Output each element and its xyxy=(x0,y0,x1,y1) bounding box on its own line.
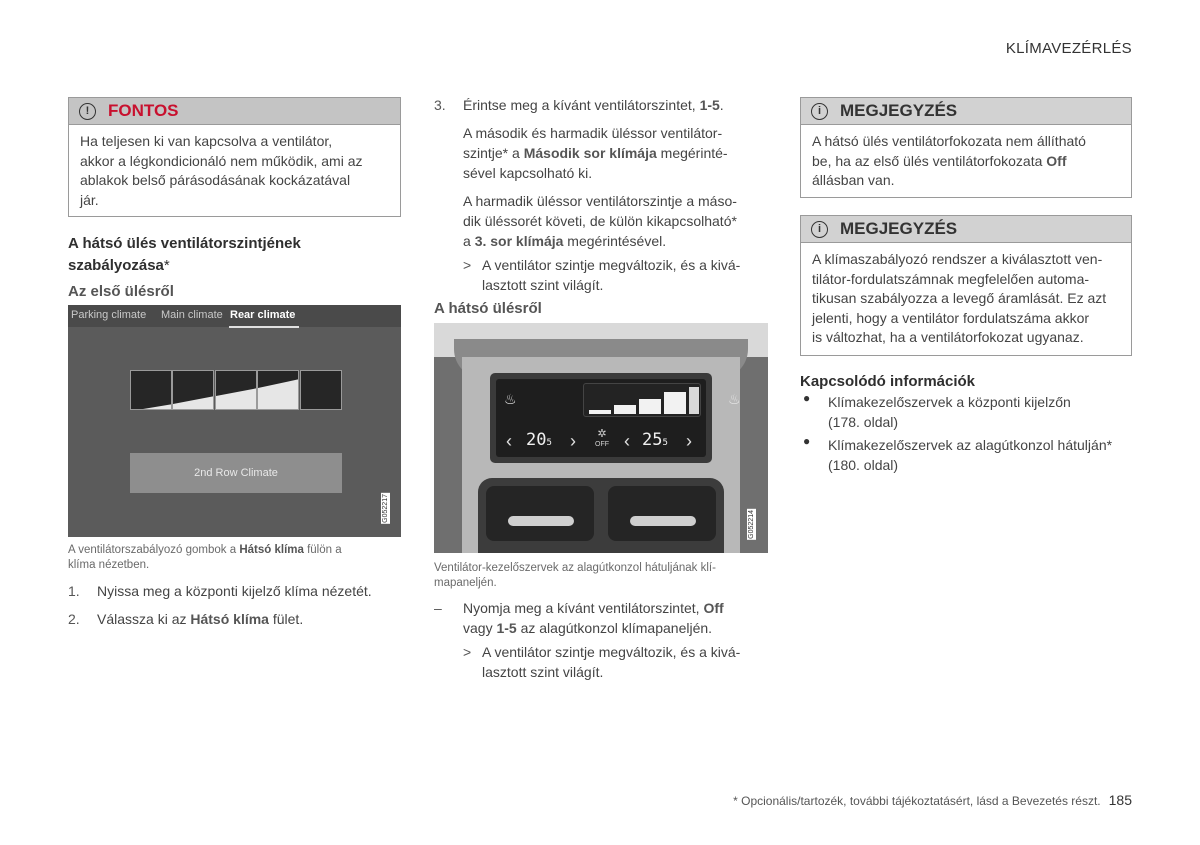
footnote: * Opcionális/tartozék, további tájékoztatásért, lásd a Bevezetés részt. xyxy=(733,794,1101,808)
result-text-2: A ventilátor szintje megváltozik, és a kivá- lasztott szint világít. xyxy=(482,644,741,680)
section-title: KLÍMAVEZÉRLÉS xyxy=(1005,40,1132,57)
vent-slider-right[interactable] xyxy=(630,516,696,526)
step-1-text: Nyissa meg a központi kijelző klíma nézetét. xyxy=(97,583,372,599)
step-3-text: Érintse meg a kívánt ventilátorszintet, 1-5. xyxy=(463,97,724,113)
note-text: A klímaszabályozó rendszer a kiválasztott ven- tilátor-fordulatszámnak megfelelően automa- tikusan szabályozza a levegő áramlását. Ez azt jelenti, hogy a ventilátor fordulatszáma akkor is változhat, ha a ventilátorfokozat ugyanaz. xyxy=(812,251,1107,345)
warning-box xyxy=(68,97,401,217)
note-header: i MEGJEGYZÉS xyxy=(801,216,1131,243)
related-link-2[interactable]: Klímakezelőszervek az alagútkonzol hátulján* (180. oldal) xyxy=(828,437,1113,473)
warning-text: Ha teljesen ki van kapcsolva a ventilátor, akkor a légkondicionáló nem működik, ami az ablakok belső párásodásának kockázatával jár. xyxy=(80,133,363,208)
step-2-text: Válassza ki az Hátsó klíma fület. xyxy=(97,611,304,627)
left-temperature: 205 xyxy=(526,430,552,450)
rear-console-figure xyxy=(434,323,768,553)
step-number: 1. xyxy=(68,583,80,599)
exclamation-icon: ! xyxy=(79,103,96,120)
note-box-2 xyxy=(800,215,1132,356)
fan-level-2[interactable] xyxy=(172,370,214,410)
figure-id: G052214 xyxy=(748,510,755,539)
fan-level-1[interactable] xyxy=(130,370,172,410)
note-header: i MEGJEGYZÉS xyxy=(801,98,1131,125)
page-footer xyxy=(733,792,1132,808)
seat-heat-left-icon[interactable]: ♨ xyxy=(504,391,517,407)
paragraph-second-row: A második és harmadik üléssor ventilátor- szintje* a Második sor klímája megérinté- sével kapcsolható ki. xyxy=(463,125,728,181)
fan-display xyxy=(583,383,701,417)
bullet: ● xyxy=(803,434,811,448)
related-link-1[interactable]: Klímakezelőszervek a központi kijelzőn (178. oldal) xyxy=(828,394,1071,430)
figure-caption-1: A ventilátorszabályozó gombok a Hátsó klíma fülön a klíma nézetben. xyxy=(68,544,342,571)
info-icon: i xyxy=(811,103,828,120)
step-number: 2. xyxy=(68,611,80,627)
air-vents xyxy=(478,478,724,553)
front-seat-subheading: Az első ülésről xyxy=(68,283,174,300)
figure-id: G052217 xyxy=(382,494,389,523)
climate-tabs xyxy=(68,305,401,327)
page-number: 185 xyxy=(1108,792,1132,808)
warning-header xyxy=(69,98,400,125)
note-box-1 xyxy=(800,97,1132,198)
note-text: A hátsó ülés ventilátorfokozata nem állítható be, ha az első ülés ventilátorfokozata Off állásban van. xyxy=(812,133,1086,188)
bullet: ● xyxy=(803,391,811,405)
result-marker: > xyxy=(463,257,472,273)
fan-off-button[interactable]: ✲ OFF xyxy=(595,428,609,448)
dash-marker: – xyxy=(434,600,442,616)
fan-level-5[interactable] xyxy=(300,370,342,410)
tab-parking-climate[interactable]: Parking climate xyxy=(71,309,147,321)
right-temperature: 255 xyxy=(642,430,668,450)
right-temp-up-icon[interactable]: › xyxy=(686,431,692,451)
vent-slider-left[interactable] xyxy=(508,516,574,526)
active-tab-indicator xyxy=(229,326,299,328)
step-number: 3. xyxy=(434,97,446,113)
left-temp-down-icon[interactable]: ‹ xyxy=(506,431,512,451)
warning-title: FONTOS xyxy=(108,101,179,120)
tab-main-climate[interactable]: Main climate xyxy=(161,309,223,321)
center-display-figure xyxy=(68,305,401,537)
fan-level-slider[interactable] xyxy=(130,370,342,410)
second-row-climate-button[interactable]: 2nd Row Climate xyxy=(130,453,342,493)
paragraph-third-row: A harmadik üléssor ventilátorszintje a máso- dik üléssorét követi, de külön kikapcsolható* a 3. sor klímája megérintésével. xyxy=(463,193,737,249)
fan-level-3[interactable] xyxy=(215,370,257,410)
seat-heat-right-icon[interactable]: ♨ xyxy=(728,391,741,407)
info-icon: i xyxy=(811,221,828,238)
related-info-heading: Kapcsolódó információk xyxy=(800,373,976,390)
rear-fan-heading: A hátsó ülés ventilátorszintjének szabályozása* xyxy=(68,235,301,274)
right-temp-down-icon[interactable]: ‹ xyxy=(624,431,630,451)
result-text-1: A ventilátor szintje megváltozik, és a kivá- lasztott szint világít. xyxy=(482,257,741,293)
left-temp-up-icon[interactable]: › xyxy=(570,431,576,451)
figure-caption-2: Ventilátor-kezelőszervek az alagútkonzol hátuljának klí- mapaneljén. xyxy=(434,562,716,589)
climate-panel xyxy=(490,373,741,463)
fan-icon: ✲ xyxy=(597,428,607,440)
result-marker: > xyxy=(463,644,472,660)
tab-rear-climate[interactable]: Rear climate xyxy=(230,309,296,321)
fan-level-4[interactable] xyxy=(257,370,299,410)
rear-seat-subheading: A hátsó ülésről xyxy=(434,300,542,317)
rear-step-text: Nyomja meg a kívánt ventilátorszintet, Off vagy 1-5 az alagútkonzol klímapaneljén. xyxy=(463,600,724,636)
